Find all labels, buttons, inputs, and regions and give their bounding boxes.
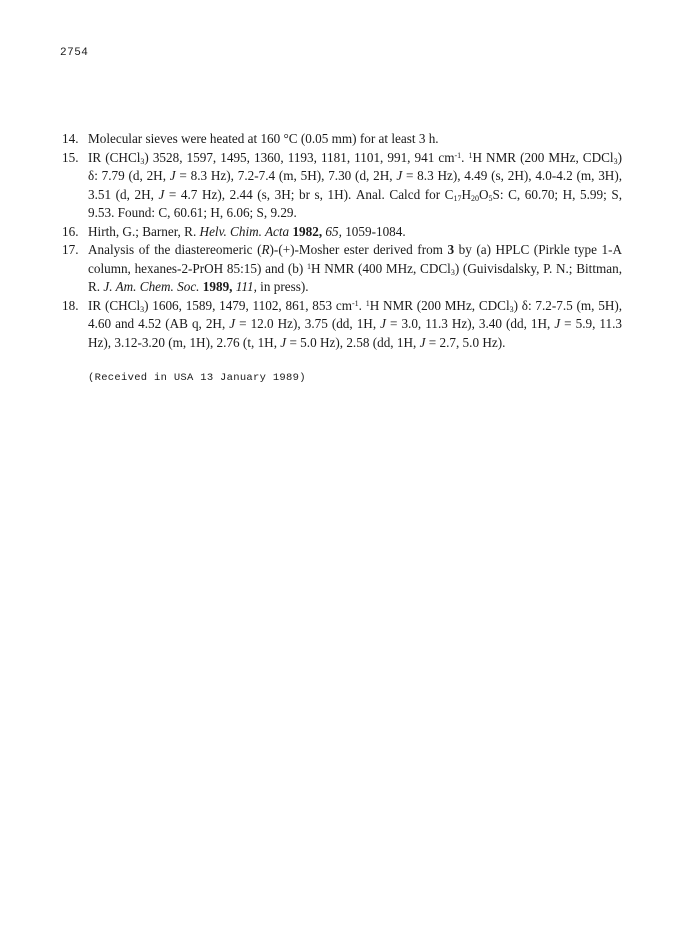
- note-number: 17.: [62, 242, 79, 257]
- received-date: (Received in USA 13 January 1989): [88, 372, 306, 384]
- note-14: [62, 130, 622, 149]
- note-number: 18.: [62, 297, 79, 313]
- note-number: 14.: [62, 131, 79, 146]
- note-17: [62, 241, 622, 297]
- notes-list: [62, 130, 622, 352]
- note-text: Analysis of the diastereomeric (R)-(+)-Mosher ester derived from 3 by (a) HPLC (Pirkle type 1-A column, hexanes-2-PrOH 85:15) and (b) $^1$H NMR (400 MHz, CDCl$_3$) (Guivisdalsky, P. N.; Bittman, R. J. Am. Chem. Soc. 1989, 111, in press).: [88, 242, 623, 294]
- note-number: 15.: [62, 149, 79, 165]
- note-18: [62, 297, 622, 353]
- note-15: [62, 149, 622, 223]
- note-16: [62, 223, 622, 242]
- note-text: IR (CHCl$_3$) 3528, 1597, 1495, 1360, 1193, 1181, 1101, 991, 941 $cm^{-1}$. $^1$H NMR (200 MHz, CDCl$_3$) δ: 7.79 (d, 2H, J = 8.3 Hz), 7.2-7.4 (m, 5H), 7.30 (d, 2H, J = 8.3 Hz), 4.49 (s, 2H), 4.0-4.2 (m, 3H), 3.51 (d, 2H, J = 4.7 Hz), 2.44 (s, 3H; br s, 1H). Anal. Calcd for $C_{17}H_{20}O_5S$: C, 60.70; H, 5.99; S, 9.53. Found: C, 60.61; H, 6.06; S, 9.29.: [88, 149, 623, 220]
- note-text: IR (CHCl$_3$) 1606, 1589, 1479, 1102, 861, 853 $cm^{-1}$. $^1$H NMR (200 MHz, CDCl$_3$) δ: 7.2-7.5 (m, 5H), 4.60 and 4.52 (AB q, 2H, J = 12.0 Hz), 3.75 (dd, 1H, J = 3.0, 11.3 Hz), 3.40 (dd, 1H, J = 5.9, 11.3 Hz), 3.12-3.20 (m, 1H), 2.76 (t, 1H, J = 5.0 Hz), 2.58 (dd, 1H, J = 2.7, 5.0 Hz).: [88, 297, 623, 350]
- page-number: 2754: [60, 47, 89, 59]
- note-text: Hirth, G.; Barner, R. Helv. Chim. Acta 1982, 65, 1059-1084.: [88, 223, 406, 239]
- note-text: Molecular sieves were heated at 160 °C (0.05 mm) for at least 3 h.: [88, 131, 439, 146]
- note-number: 16.: [62, 223, 79, 239]
